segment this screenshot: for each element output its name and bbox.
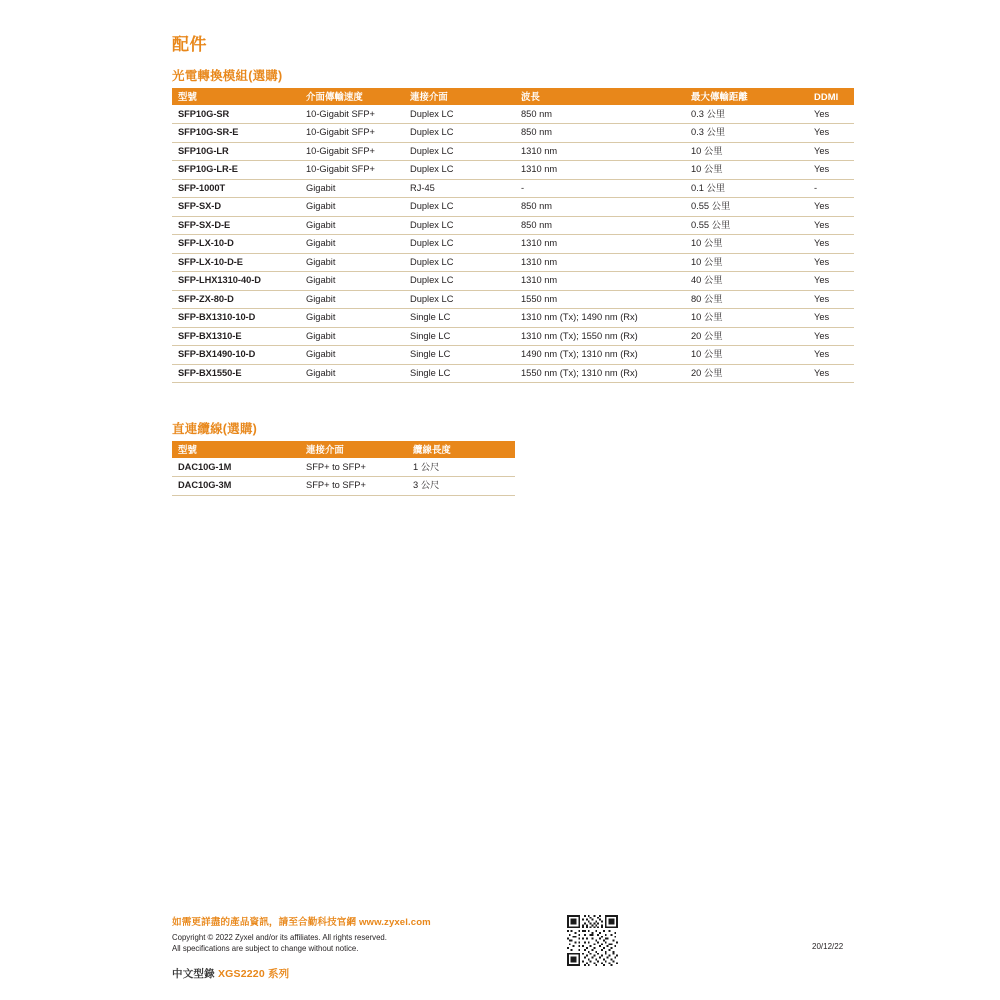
cell-wavelength: 1310 nm (Tx); 1550 nm (Rx): [515, 327, 685, 346]
cell-wavelength: 1550 nm (Tx); 1310 nm (Rx): [515, 364, 685, 383]
cell-distance: 20 公里: [685, 327, 808, 346]
cell-connector: Duplex LC: [404, 272, 515, 291]
dac-cables-table: [172, 441, 515, 496]
column-header-ddmi: DDMI: [808, 88, 854, 105]
cell-model: SFP-BX1310-E: [172, 327, 300, 346]
qr-code-svg: [565, 913, 620, 968]
cell-distance: 10 公里: [685, 346, 808, 365]
cell-wavelength: 1550 nm: [515, 290, 685, 309]
footer-legal-text: [172, 932, 387, 955]
table-row: [172, 346, 854, 365]
cell-length: 3 公尺: [407, 477, 515, 496]
cell-distance: 0.55 公里: [685, 198, 808, 217]
table-row: [172, 105, 854, 124]
cell-wavelength: 1310 nm: [515, 161, 685, 180]
cell-connector: Duplex LC: [404, 161, 515, 180]
cell-model: SFP-ZX-80-D: [172, 290, 300, 309]
cell-connector: Duplex LC: [404, 124, 515, 143]
catalog-label-text: 中文型錄: [172, 968, 215, 980]
qr-code-icon[interactable]: [565, 913, 620, 968]
cell-speed: Gigabit: [300, 309, 404, 328]
cell-distance: 0.55 公里: [685, 216, 808, 235]
footer-website-cta[interactable]: 如需更詳盡的產品資訊，請至合勤科技官網 www.zyxel.com: [172, 917, 431, 928]
cell-distance: 10 公里: [685, 235, 808, 254]
cell-model: SFP10G-SR: [172, 105, 300, 124]
cell-speed: Gigabit: [300, 253, 404, 272]
cell-distance: 40 公里: [685, 272, 808, 291]
cell-connector: Duplex LC: [404, 216, 515, 235]
cell-speed: 10-Gigabit SFP+: [300, 124, 404, 143]
cell-model: SFP-SX-D: [172, 198, 300, 217]
cell-distance: 10 公里: [685, 253, 808, 272]
sfp-table-body: [172, 105, 854, 383]
cell-distance: 20 公里: [685, 364, 808, 383]
catalog-series-text: XGS2220 系列: [217, 968, 290, 980]
cell-ddmi: Yes: [808, 272, 854, 291]
cell-speed: Gigabit: [300, 198, 404, 217]
cell-ddmi: -: [808, 179, 854, 198]
table-row: [172, 253, 854, 272]
page-title: 配件: [172, 35, 207, 54]
cell-ddmi: Yes: [808, 346, 854, 365]
table-header-row: [172, 441, 515, 458]
cell-ddmi: Yes: [808, 142, 854, 161]
cell-speed: Gigabit: [300, 216, 404, 235]
cell-ddmi: Yes: [808, 290, 854, 309]
table-row: [172, 327, 854, 346]
cell-connector: Duplex LC: [404, 253, 515, 272]
cell-ddmi: Yes: [808, 327, 854, 346]
cell-length: 1 公尺: [407, 458, 515, 477]
column-header-model: 型號: [172, 88, 300, 105]
cell-ddmi: Yes: [808, 364, 854, 383]
cell-wavelength: 1310 nm (Tx); 1490 nm (Rx): [515, 309, 685, 328]
cell-model: DAC10G-1M: [172, 458, 300, 477]
cell-speed: 10-Gigabit SFP+: [300, 142, 404, 161]
cell-model: SFP-BX1310-10-D: [172, 309, 300, 328]
sfp-table-header: [172, 88, 854, 105]
column-header-connector: 連接介面: [404, 88, 515, 105]
sfp-section-heading: 光電轉換模組(選購): [172, 69, 283, 83]
table-row: [172, 458, 515, 477]
cell-connector: RJ-45: [404, 179, 515, 198]
cell-distance: 10 公里: [685, 161, 808, 180]
cell-wavelength: 1310 nm: [515, 253, 685, 272]
table-row: [172, 216, 854, 235]
cell-connector: Single LC: [404, 309, 515, 328]
cell-speed: Gigabit: [300, 179, 404, 198]
cell-distance: 0.3 公里: [685, 124, 808, 143]
copyright-line: Copyright © 2022 Zyxel and/or its affiliates. All rights reserved.: [172, 933, 387, 942]
cell-connector: SFP+ to SFP+: [300, 477, 407, 496]
cell-wavelength: -: [515, 179, 685, 198]
cell-distance: 0.1 公里: [685, 179, 808, 198]
cell-speed: Gigabit: [300, 290, 404, 309]
cell-connector: Duplex LC: [404, 198, 515, 217]
cell-speed: 10-Gigabit SFP+: [300, 105, 404, 124]
cell-model: SFP-BX1490-10-D: [172, 346, 300, 365]
cell-speed: Gigabit: [300, 327, 404, 346]
cell-wavelength: 850 nm: [515, 105, 685, 124]
cell-model: SFP10G-LR-E: [172, 161, 300, 180]
cell-connector: Single LC: [404, 364, 515, 383]
table-row: [172, 142, 854, 161]
cell-speed: 10-Gigabit SFP+: [300, 161, 404, 180]
table-row: [172, 198, 854, 217]
cell-wavelength: 850 nm: [515, 124, 685, 143]
cell-connector: Duplex LC: [404, 290, 515, 309]
cell-connector: SFP+ to SFP+: [300, 458, 407, 477]
cell-ddmi: Yes: [808, 161, 854, 180]
dac-section-heading: 直連纜線(選購): [172, 422, 257, 436]
cell-speed: Gigabit: [300, 272, 404, 291]
cell-model: SFP-SX-D-E: [172, 216, 300, 235]
table-row: [172, 161, 854, 180]
cell-model: SFP-1000T: [172, 179, 300, 198]
cell-model: SFP10G-SR-E: [172, 124, 300, 143]
table-row: [172, 235, 854, 254]
column-header-model: 型號: [172, 441, 300, 458]
cell-ddmi: Yes: [808, 124, 854, 143]
cell-speed: Gigabit: [300, 346, 404, 365]
column-header-wavelength: 波長: [515, 88, 685, 105]
cell-ddmi: Yes: [808, 198, 854, 217]
cell-ddmi: Yes: [808, 253, 854, 272]
column-header-length: 纜線長度: [407, 441, 515, 458]
table-row: [172, 272, 854, 291]
cell-ddmi: Yes: [808, 216, 854, 235]
cell-wavelength: 1310 nm: [515, 235, 685, 254]
cell-model: DAC10G-3M: [172, 477, 300, 496]
cell-wavelength: 850 nm: [515, 216, 685, 235]
column-header-speed: 介面傳輸速度: [300, 88, 404, 105]
cell-connector: Duplex LC: [404, 142, 515, 161]
cell-ddmi: Yes: [808, 309, 854, 328]
cell-connector: Single LC: [404, 346, 515, 365]
cell-model: SFP-BX1550-E: [172, 364, 300, 383]
footer-catalog-label: [172, 966, 289, 981]
table-row: [172, 124, 854, 143]
table-row: [172, 290, 854, 309]
dac-table-header: [172, 441, 515, 458]
cell-model: SFP-LX-10-D-E: [172, 253, 300, 272]
cell-ddmi: Yes: [808, 105, 854, 124]
cell-connector: Duplex LC: [404, 235, 515, 254]
cell-connector: Single LC: [404, 327, 515, 346]
dac-table-body: [172, 458, 515, 495]
sfp-modules-table: [172, 88, 854, 383]
table-row: [172, 309, 854, 328]
cell-distance: 10 公里: [685, 309, 808, 328]
cell-wavelength: 1490 nm (Tx); 1310 nm (Rx): [515, 346, 685, 365]
cell-model: SFP-LX-10-D: [172, 235, 300, 254]
cell-distance: 10 公里: [685, 142, 808, 161]
column-header-connector: 連接介面: [300, 441, 407, 458]
cell-distance: 80 公里: [685, 290, 808, 309]
cell-speed: Gigabit: [300, 364, 404, 383]
cell-wavelength: 850 nm: [515, 198, 685, 217]
disclaimer-line: All specifications are subject to change without notice.: [172, 944, 359, 954]
cell-speed: Gigabit: [300, 235, 404, 254]
table-row: [172, 477, 515, 496]
cell-model: SFP10G-LR: [172, 142, 300, 161]
table-row: [172, 179, 854, 198]
table-header-row: [172, 88, 854, 105]
cell-model: SFP-LHX1310-40-D: [172, 272, 300, 291]
column-header-distance: 最大傳輸距離: [685, 88, 808, 105]
table-row: [172, 364, 854, 383]
cell-connector: Duplex LC: [404, 105, 515, 124]
cell-ddmi: Yes: [808, 235, 854, 254]
cell-wavelength: 1310 nm: [515, 142, 685, 161]
cell-wavelength: 1310 nm: [515, 272, 685, 291]
revision-date: 20/12/22: [812, 942, 844, 951]
cell-distance: 0.3 公里: [685, 105, 808, 124]
